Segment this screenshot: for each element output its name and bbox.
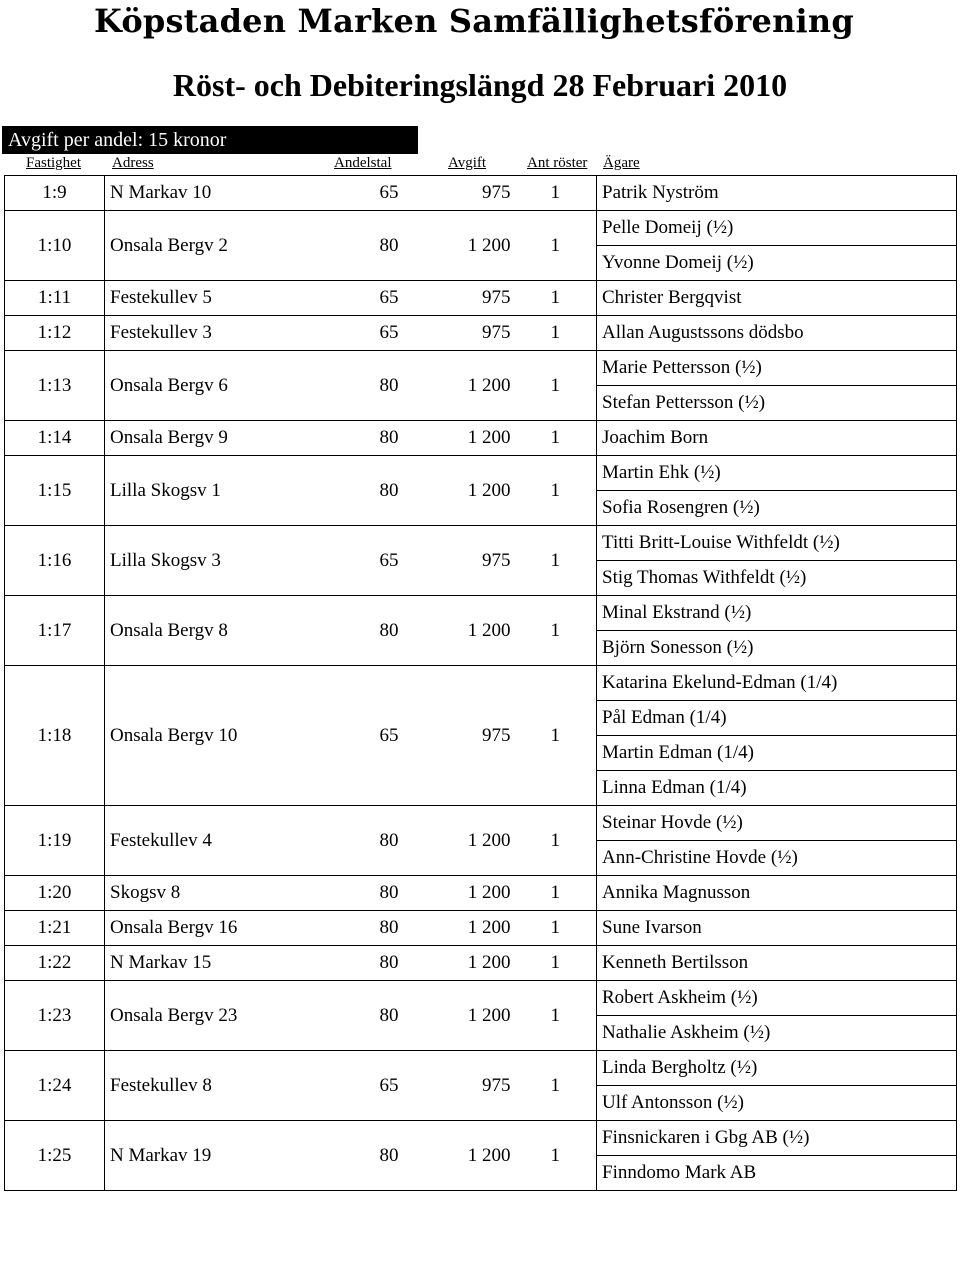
owner-cell: Annika Magnusson — [597, 876, 957, 911]
fee-cell: 1 200 — [405, 981, 517, 1051]
property-cell: 1:16 — [5, 526, 105, 596]
table-row — [5, 456, 957, 491]
address-cell: Onsala Bergv 16 — [105, 911, 331, 946]
fee-cell: 1 200 — [405, 1121, 517, 1191]
votes-cell: 1 — [517, 946, 597, 981]
document-subtitle: Röst- och Debiteringslängd 28 Februari 2010 — [172, 67, 788, 103]
register-table — [4, 175, 957, 1191]
share-cell: 80 — [331, 456, 405, 526]
property-cell: 1:18 — [5, 666, 105, 806]
fee-cell: 975 — [405, 281, 517, 316]
share-cell: 80 — [331, 806, 405, 876]
address-cell: Onsala Bergv 2 — [105, 211, 331, 281]
fee-cell: 1 200 — [405, 806, 517, 876]
address-cell: Onsala Bergv 8 — [105, 596, 331, 666]
owner-cell: Sofia Rosengren (½) — [597, 491, 957, 526]
address-cell: Festekullev 4 — [105, 806, 331, 876]
share-cell: 80 — [331, 981, 405, 1051]
table-row — [5, 281, 957, 316]
votes-cell: 1 — [517, 421, 597, 456]
share-cell: 80 — [331, 1121, 405, 1191]
votes-cell: 1 — [517, 981, 597, 1051]
votes-cell: 1 — [517, 456, 597, 526]
address-cell: Festekullev 5 — [105, 281, 331, 316]
property-cell: 1:21 — [5, 911, 105, 946]
table-row — [5, 526, 957, 561]
fee-cell: 975 — [405, 526, 517, 596]
fee-cell: 1 200 — [405, 596, 517, 666]
share-cell: 65 — [331, 1051, 405, 1121]
property-cell: 1:23 — [5, 981, 105, 1051]
property-cell: 1:9 — [5, 176, 105, 211]
table-row — [5, 1121, 957, 1156]
property-cell: 1:25 — [5, 1121, 105, 1191]
address-cell: Lilla Skogsv 3 — [105, 526, 331, 596]
share-cell: 80 — [331, 211, 405, 281]
property-cell: 1:13 — [5, 351, 105, 421]
votes-cell: 1 — [517, 1121, 597, 1191]
table-row — [5, 176, 957, 211]
share-cell: 80 — [331, 351, 405, 421]
owner-cell: Stefan Pettersson (½) — [597, 386, 957, 421]
owner-cell: Martin Edman (1/4) — [597, 736, 957, 771]
fee-cell: 1 200 — [405, 911, 517, 946]
share-cell: 65 — [331, 281, 405, 316]
owner-cell: Katarina Ekelund-Edman (1/4) — [597, 666, 957, 701]
table-row — [5, 316, 957, 351]
owner-cell: Finsnickaren i Gbg AB (½) — [597, 1121, 957, 1156]
owner-cell: Linna Edman (1/4) — [597, 771, 957, 806]
share-cell: 80 — [331, 911, 405, 946]
votes-cell: 1 — [517, 911, 597, 946]
property-cell: 1:10 — [5, 211, 105, 281]
column-header-andelstal: Andelstal — [334, 155, 392, 171]
owner-cell: Patrik Nyström — [597, 176, 957, 211]
column-header-avgift: Avgift — [448, 155, 487, 171]
share-cell: 80 — [331, 421, 405, 456]
votes-cell: 1 — [517, 596, 597, 666]
fee-cell: 975 — [405, 176, 517, 211]
owner-cell: Ann-Christine Hovde (½) — [597, 841, 957, 876]
document-title: Köpstaden Marken Samfällighetsförening — [94, 2, 854, 40]
table-row — [5, 911, 957, 946]
share-cell: 80 — [331, 946, 405, 981]
fee-cell: 975 — [405, 1051, 517, 1121]
votes-cell: 1 — [517, 526, 597, 596]
fee-cell: 1 200 — [405, 946, 517, 981]
address-cell: Festekullev 3 — [105, 316, 331, 351]
table-row — [5, 946, 957, 981]
table-row — [5, 981, 957, 1016]
owner-cell: Steinar Hovde (½) — [597, 806, 957, 841]
fee-cell: 1 200 — [405, 876, 517, 911]
owner-cell: Björn Sonesson (½) — [597, 631, 957, 666]
address-cell: Onsala Bergv 23 — [105, 981, 331, 1051]
address-cell: N Markav 15 — [105, 946, 331, 981]
property-cell: 1:14 — [5, 421, 105, 456]
table-row — [5, 876, 957, 911]
owner-cell: Pål Edman (1/4) — [597, 701, 957, 736]
votes-cell: 1 — [517, 351, 597, 421]
fee-cell: 975 — [405, 316, 517, 351]
votes-cell: 1 — [517, 281, 597, 316]
column-header-adress: Adress — [112, 155, 154, 171]
owner-cell: Titti Britt-Louise Withfeldt (½) — [597, 526, 957, 561]
table-row — [5, 351, 957, 386]
votes-cell: 1 — [517, 316, 597, 351]
table-row — [5, 421, 957, 456]
votes-cell: 1 — [517, 666, 597, 806]
owner-cell: Martin Ehk (½) — [597, 456, 957, 491]
owner-cell: Marie Pettersson (½) — [597, 351, 957, 386]
fee-cell: 975 — [405, 666, 517, 806]
column-header-agare: Ägare — [603, 155, 640, 171]
owner-cell: Pelle Domeij (½) — [597, 211, 957, 246]
address-cell: Onsala Bergv 10 — [105, 666, 331, 806]
share-cell: 65 — [331, 176, 405, 211]
address-cell: Festekullev 8 — [105, 1051, 331, 1121]
share-cell: 80 — [331, 596, 405, 666]
owner-cell: Joachim Born — [597, 421, 957, 456]
share-cell: 65 — [331, 526, 405, 596]
property-cell: 1:15 — [5, 456, 105, 526]
owner-cell: Kenneth Bertilsson — [597, 946, 957, 981]
votes-cell: 1 — [517, 176, 597, 211]
address-cell: N Markav 10 — [105, 176, 331, 211]
property-cell: 1:22 — [5, 946, 105, 981]
property-cell: 1:19 — [5, 806, 105, 876]
votes-cell: 1 — [517, 1051, 597, 1121]
owner-cell: Allan Augustssons dödsbo — [597, 316, 957, 351]
fee-cell: 1 200 — [405, 421, 517, 456]
owner-cell: Ulf Antonsson (½) — [597, 1086, 957, 1121]
column-header-fastighet: Fastighet — [26, 155, 81, 171]
address-cell: Onsala Bergv 6 — [105, 351, 331, 421]
share-cell: 65 — [331, 316, 405, 351]
address-cell: N Markav 19 — [105, 1121, 331, 1191]
property-cell: 1:17 — [5, 596, 105, 666]
address-cell: Onsala Bergv 9 — [105, 421, 331, 456]
fee-banner: Avgift per andel: 15 kronor — [2, 126, 418, 154]
owner-cell: Yvonne Domeij (½) — [597, 246, 957, 281]
owner-cell: Finndomo Mark AB — [597, 1156, 957, 1191]
table-row — [5, 596, 957, 631]
votes-cell: 1 — [517, 806, 597, 876]
owner-cell: Christer Bergqvist — [597, 281, 957, 316]
property-cell: 1:11 — [5, 281, 105, 316]
owner-cell: Linda Bergholtz (½) — [597, 1051, 957, 1086]
owner-cell: Nathalie Askheim (½) — [597, 1016, 957, 1051]
table-row — [5, 211, 957, 246]
owner-cell: Robert Askheim (½) — [597, 981, 957, 1016]
votes-cell: 1 — [517, 876, 597, 911]
share-cell: 65 — [331, 666, 405, 806]
share-cell: 80 — [331, 876, 405, 911]
column-header-ant-roster: Ant röster — [527, 155, 588, 171]
table-row — [5, 666, 957, 701]
property-cell: 1:20 — [5, 876, 105, 911]
table-row — [5, 1051, 957, 1086]
property-cell: 1:24 — [5, 1051, 105, 1121]
address-cell: Lilla Skogsv 1 — [105, 456, 331, 526]
fee-cell: 1 200 — [405, 456, 517, 526]
owner-cell: Minal Ekstrand (½) — [597, 596, 957, 631]
fee-cell: 1 200 — [405, 351, 517, 421]
fee-cell: 1 200 — [405, 211, 517, 281]
votes-cell: 1 — [517, 211, 597, 281]
owner-cell: Sune Ivarson — [597, 911, 957, 946]
owner-cell: Stig Thomas Withfeldt (½) — [597, 561, 957, 596]
address-cell: Skogsv 8 — [105, 876, 331, 911]
property-cell: 1:12 — [5, 316, 105, 351]
table-row — [5, 806, 957, 841]
